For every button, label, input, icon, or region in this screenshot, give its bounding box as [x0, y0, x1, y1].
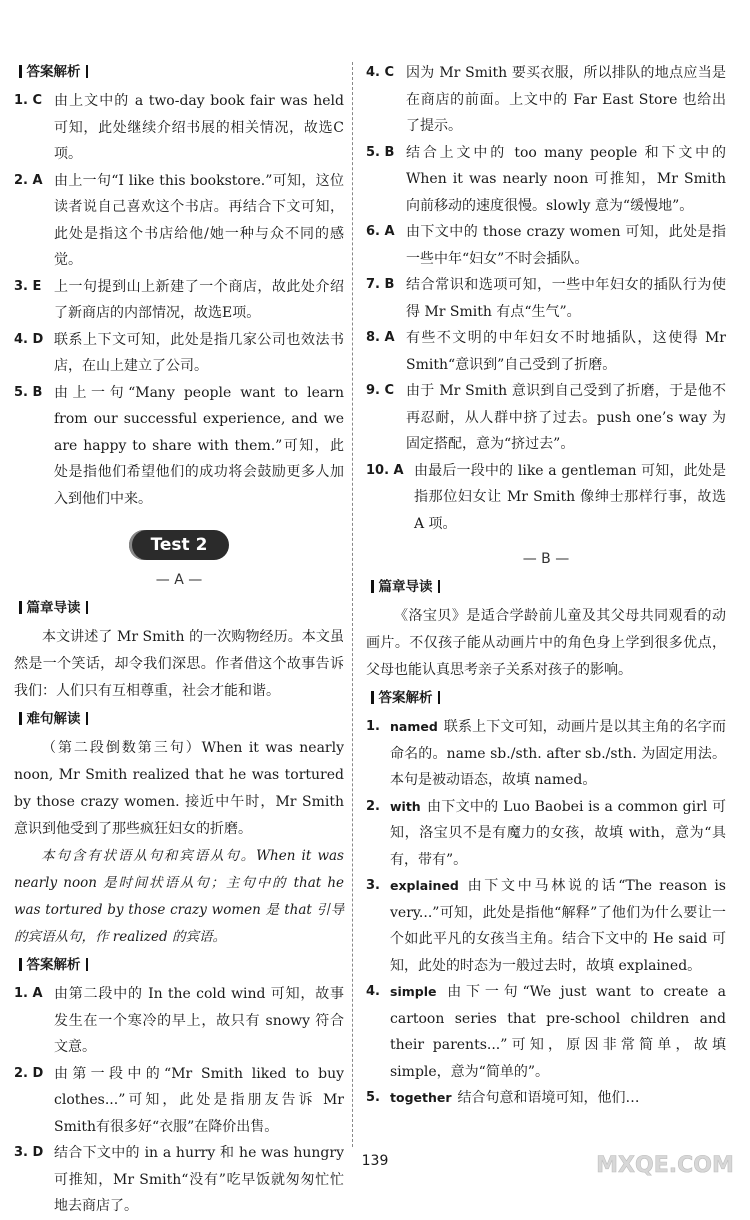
answer-text [406, 60, 726, 140]
answer-number: 4. D [14, 331, 44, 347]
answer-text [54, 1140, 344, 1220]
answer-number: 4. [366, 984, 380, 999]
answer-text [390, 794, 726, 874]
right-column [366, 60, 726, 1112]
answer-explanation: 由上一句“Many people want to learn from our successful experience, and we are happy to share with them.”可知，此处是指他们希望他们的成功将会鼓励更多人加入到他们中来。 [54, 384, 344, 507]
answer-number: 1. A [14, 986, 43, 1001]
answer-number: 3. E [14, 278, 42, 294]
answer-explanation: 由上文中的 a two-day book fair was held 可知，此处继续介绍书展的相关情况，故选C项。 [54, 93, 344, 162]
answer-item [14, 380, 344, 513]
answer-explanation: 由下文中的 Luo Baobei is a common girl 可知，洛宝贝不是有魔力的女孩，故填 with，意为“具有，带有”。 [390, 798, 726, 868]
answer-number: 6. A [366, 224, 395, 239]
section-heading-difficult: 难句解读 [14, 709, 344, 729]
answer-text [54, 274, 344, 327]
answer-item [14, 1061, 344, 1141]
answer-number: 9. C [366, 383, 395, 398]
answer-explanation: 由最后一段中的 like a gentleman 可知，此处是指那位妇女让 Mr Smith 像绅士那样行事，故选 A 项。 [414, 462, 726, 532]
test-badge: Test 2 [129, 530, 229, 560]
answer-text [54, 168, 344, 274]
answer-item [14, 168, 344, 274]
answer-item [366, 219, 726, 272]
guide-paragraph-b: 《洛宝贝》是适合学龄前儿童及其父母共同观看的动画片。不仅孩子能从动画片中的角色身上学到很多优点，父母也能认真思考亲子关系对孩子的影响。 [366, 608, 726, 678]
section-heading-answers-b: 答案解析 [366, 688, 726, 708]
answer-item [366, 458, 726, 538]
answer-item [366, 1085, 726, 1112]
answer-text [390, 979, 726, 1085]
answer-explanation: 结合上文中的 too many people 和下文中的 When it was nearly noon 可推知，Mr Smith 向前移动的速度很慢。slowly 意为“缓慢地”。 [406, 144, 726, 214]
answer-text [406, 272, 726, 325]
answer-text [406, 378, 726, 458]
answer-text [54, 981, 344, 1061]
answer-explanation: 由于 Mr Smith 意识到自己受到了折磨，于是他不再忍耐，从人群中挤了过去。push one’s way 为固定搭配，意为“挤过去”。 [406, 383, 726, 452]
answer-text [406, 219, 726, 272]
answer-list [366, 714, 726, 1112]
part-a-label: — A — [155, 572, 203, 588]
answer-number: 8. A [366, 330, 395, 345]
answer-explanation: 由第二段中的 In the cold wind 可知，故事发生在一个寒冷的早上，故只有 snowy 符合文意。 [54, 986, 344, 1055]
answer-item [14, 88, 344, 168]
answer-item [366, 794, 726, 874]
answer-number: 2. A [14, 172, 43, 188]
left-column [14, 60, 344, 1220]
answer-item [366, 714, 726, 794]
answer-text [54, 380, 344, 513]
answer-explanation: 联系上下文可知，动画片是以其主角的名字而命名的。name sb./sth. after sb./sth. 为固定用法。本句是被动语态，故填 named。 [390, 719, 726, 788]
answer-item [14, 274, 344, 327]
answer-explanation: 上一句提到山上新建了一个商店，故此处介绍了新商店的内部情况，故选E项。 [54, 278, 344, 321]
answer-explanation: 由上一句“I like this bookstore.”可知，这位读者说自己喜欢这个书店。再结合下文可知，此处是指这个书店给他/她一种与众不同的感觉。 [54, 172, 344, 268]
answer-text [390, 873, 726, 979]
answer-text [406, 325, 726, 378]
answer-list [14, 981, 344, 1220]
answer-explanation: 由下文中马林说的话“The reason is very...”可知，此处是指他“解释”了他们为什么要让一个如此平凡的女孩当主角。结合下文中的 He said 可知，此处的时态为一般过去时，故填 explained。 [390, 878, 726, 974]
answer-item [14, 1140, 344, 1220]
answer-text [414, 458, 726, 538]
answer-number: 10. A [366, 462, 404, 478]
answer-number: 5. B [366, 144, 395, 160]
column-divider [352, 62, 353, 1147]
answer-text [390, 1085, 726, 1112]
watermark-logo [590, 1128, 740, 1182]
answer-word: explained [390, 878, 459, 893]
answer-explanation: 由下文中的 those crazy women 可知，此处是指一些中年“妇女”不时会插队。 [406, 224, 726, 267]
difficult-note: 本句含有状语从句和宾语从句。When it was nearly noon 是时间状语从句；主句中的 that he was tortured by those crazy women 是 that 引导的宾语从句，作 realized 的宾语。 [14, 848, 344, 945]
answer-text [54, 327, 344, 380]
answer-item [366, 140, 726, 220]
section-heading-answers-2: 答案解析 [14, 955, 344, 975]
answer-item [366, 378, 726, 458]
answer-list [14, 88, 344, 512]
answer-item [366, 272, 726, 325]
answer-number: 4. C [366, 65, 395, 80]
answer-explanation: 结合下文中的 in a hurry 和 he was hungry 可推知，Mr Smith“没有”吃早饭就匆匆忙忙地去商店了。 [54, 1145, 344, 1214]
answer-number: 3. [366, 878, 380, 893]
answer-explanation: 联系上下文可知，此处是指几家公司也效法书店，在山上建立了公司。 [54, 331, 344, 374]
answer-word: with [390, 798, 421, 814]
answer-item [14, 327, 344, 380]
answer-number: 1. [366, 719, 380, 734]
difficult-sentence: （第二段倒数第三句）When it was nearly noon, Mr Smith realized that he was tortured by those crazy women. 接近中午时，Mr Smith 意识到他受到了那些疯狂妇女的折磨。 [14, 740, 344, 837]
answer-number: 2. [366, 798, 380, 814]
answer-word: simple [390, 984, 437, 999]
answer-explanation: 由下一句“We just want to create a cartoon series that pre-school children and their parents...”可知，原因非常简单，故填 simple，意为“简单的”。 [390, 984, 726, 1080]
answer-explanation: 由第一段中的“Mr Smith liked to buy clothes...”可知，此处是指朋友告诉 Mr Smith有很多好“衣服”在降价出售。 [54, 1065, 344, 1135]
answer-number: 2. D [14, 1065, 44, 1081]
answer-explanation: 因为 Mr Smith 要买衣服，所以排队的地点应当是在商店的前面。上文中的 Far East Store 也给出了提示。 [406, 65, 726, 134]
answer-number: 1. C [14, 93, 43, 108]
answer-number: 3. D [14, 1145, 44, 1160]
answer-word: together [390, 1090, 452, 1105]
answer-explanation: 有些不文明的中年妇女不时地插队，这使得 Mr Smith“意识到”自己受到了折磨。 [406, 330, 726, 373]
answer-word: named [390, 719, 438, 734]
answer-text [54, 1061, 344, 1141]
answer-number: 7. B [366, 277, 395, 292]
guide-paragraph: 本文讲述了 Mr Smith 的一次购物经历。本文虽然是一个笑话，却令我们深思。作者借这个故事告诉我们：人们只有互相尊重，社会才能和谐。 [14, 629, 344, 699]
section-heading-guide: 篇章导读 [14, 598, 344, 618]
answer-explanation: 结合常识和选项可知，一些中年妇女的插队行为使得 Mr Smith 有点“生气”。 [406, 277, 726, 320]
answer-item [366, 979, 726, 1085]
answer-item [366, 325, 726, 378]
answer-text [390, 714, 726, 794]
section-heading-guide-b: 篇章导读 [366, 577, 726, 597]
answer-explanation: 结合句意和语境可知，他们… [457, 1090, 640, 1106]
answer-number: 5. B [14, 384, 43, 400]
answer-number: 5. [366, 1090, 380, 1105]
answer-text [54, 88, 344, 168]
answer-item [366, 873, 726, 979]
svg-text:MXQE.COM: MXQE.COM [596, 1153, 734, 1178]
answer-list [366, 60, 726, 537]
part-b-label: — B — [522, 551, 570, 567]
page-number: 139 [361, 1153, 389, 1169]
answer-item [366, 60, 726, 140]
answer-text [406, 140, 726, 220]
section-heading-answers: 答案解析 [14, 62, 344, 82]
answer-item [14, 981, 344, 1061]
